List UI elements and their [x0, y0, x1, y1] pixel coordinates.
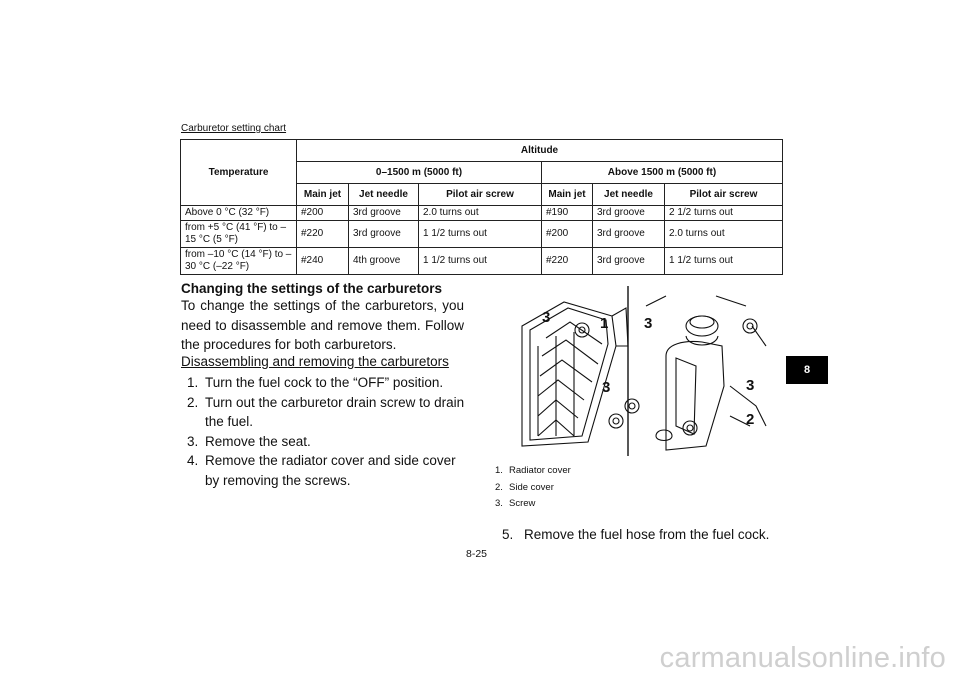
list-item [181, 373, 471, 393]
callout-screw: 3 [542, 309, 551, 326]
table-cell: #190 [542, 206, 593, 221]
legend-number: 2. [495, 481, 503, 493]
table-row [181, 221, 783, 248]
atv-screw-locations-illustration [516, 286, 768, 456]
step-number: 5. [502, 527, 514, 542]
col-header-jet-needle: Jet needle [349, 184, 419, 206]
figure-legend [495, 463, 571, 513]
col-header-pilot-air-screw: Pilot air screw [665, 184, 783, 206]
callout-screw: 3 [644, 315, 653, 332]
table-cell: #240 [297, 248, 349, 275]
list-item [181, 451, 471, 490]
col-header-pilot-air-screw: Pilot air screw [419, 184, 542, 206]
table-cell: 3rd groove [349, 206, 419, 221]
table-cell: #220 [297, 221, 349, 248]
sub-heading: Disassembling and removing the carburetors [181, 354, 449, 369]
step-text: Remove the fuel hose from the fuel cock. [524, 527, 770, 542]
temperature-cell: from –10 °C (14 °F) to –30 °C (–22 °F) [181, 248, 297, 275]
table-cell: 1 1/2 turns out [419, 248, 542, 275]
list-item [181, 432, 471, 452]
step-number: 3. [187, 433, 199, 449]
carburetor-setting-table [180, 139, 783, 275]
step-text: Turn out the carburetor drain screw to drain the fuel. [205, 394, 465, 429]
table-cell: 2 1/2 turns out [665, 206, 783, 221]
table-cell: #200 [297, 206, 349, 221]
step-text: Remove the seat. [205, 433, 311, 449]
watermark: carmanualsonline.info [659, 642, 946, 674]
col-header-main-jet: Main jet [297, 184, 349, 206]
section-title: Changing the settings of the carburetors [181, 281, 443, 296]
table-row [181, 248, 783, 275]
list-item [495, 480, 571, 497]
altitude-range-high: Above 1500 m (5000 ft) [542, 162, 783, 184]
step-list [181, 373, 471, 490]
table-row [181, 206, 783, 221]
temperature-cell: Above 0 °C (32 °F) [181, 206, 297, 221]
callout-radiator-cover: 1 [600, 315, 609, 332]
table-cell: 1 1/2 turns out [419, 221, 542, 248]
table-cell: 3rd groove [593, 206, 665, 221]
step-text: Remove the radiator cover and side cover by removing the screws. [205, 453, 456, 488]
table-cell: 3rd groove [593, 221, 665, 248]
legend-text: Screw [509, 498, 536, 509]
list-item [495, 496, 571, 513]
list-item [181, 393, 471, 432]
legend-text: Radiator cover [509, 465, 571, 476]
step-number: 4. [187, 453, 199, 468]
table-cell: 2.0 turns out [419, 206, 542, 221]
legend-number: 3. [495, 498, 503, 509]
col-header-main-jet: Main jet [542, 184, 593, 206]
table-cell: #200 [542, 221, 593, 248]
step-text: Turn the fuel cock to the “OFF” position. [205, 375, 444, 390]
table-cell: #220 [542, 248, 593, 275]
callout-screw: 3 [602, 379, 611, 396]
temperature-header: Temperature [181, 140, 297, 206]
table-cell: 3rd groove [593, 248, 665, 275]
col-header-jet-needle: Jet needle [593, 184, 665, 206]
legend-text: Side cover [509, 481, 554, 493]
step-number: 1. [187, 375, 199, 390]
page-number: 8-25 [466, 548, 488, 560]
callout-side-cover: 2 [746, 411, 755, 428]
altitude-range-low: 0–1500 m (5000 ft) [297, 162, 542, 184]
step-5 [502, 527, 769, 542]
step-number: 2. [187, 394, 199, 410]
chapter-tab[interactable]: 8 [786, 356, 828, 384]
list-item [495, 463, 571, 480]
temperature-cell: from +5 °C (41 °F) to –15 °C (5 °F) [181, 221, 297, 248]
intro-paragraph: To change the settings of the carburetors, you need to disassemble and remove them. Follow the procedures for both carburetors. [181, 298, 464, 352]
table-caption: Carburetor setting chart [181, 123, 287, 134]
legend-number: 1. [495, 465, 503, 476]
callout-screw: 3 [746, 377, 755, 394]
table-cell: 1 1/2 turns out [665, 248, 783, 275]
table-cell: 2.0 turns out [665, 221, 783, 248]
table-cell: 3rd groove [349, 221, 419, 248]
altitude-header: Altitude [297, 140, 783, 162]
table-cell: 4th groove [349, 248, 419, 275]
